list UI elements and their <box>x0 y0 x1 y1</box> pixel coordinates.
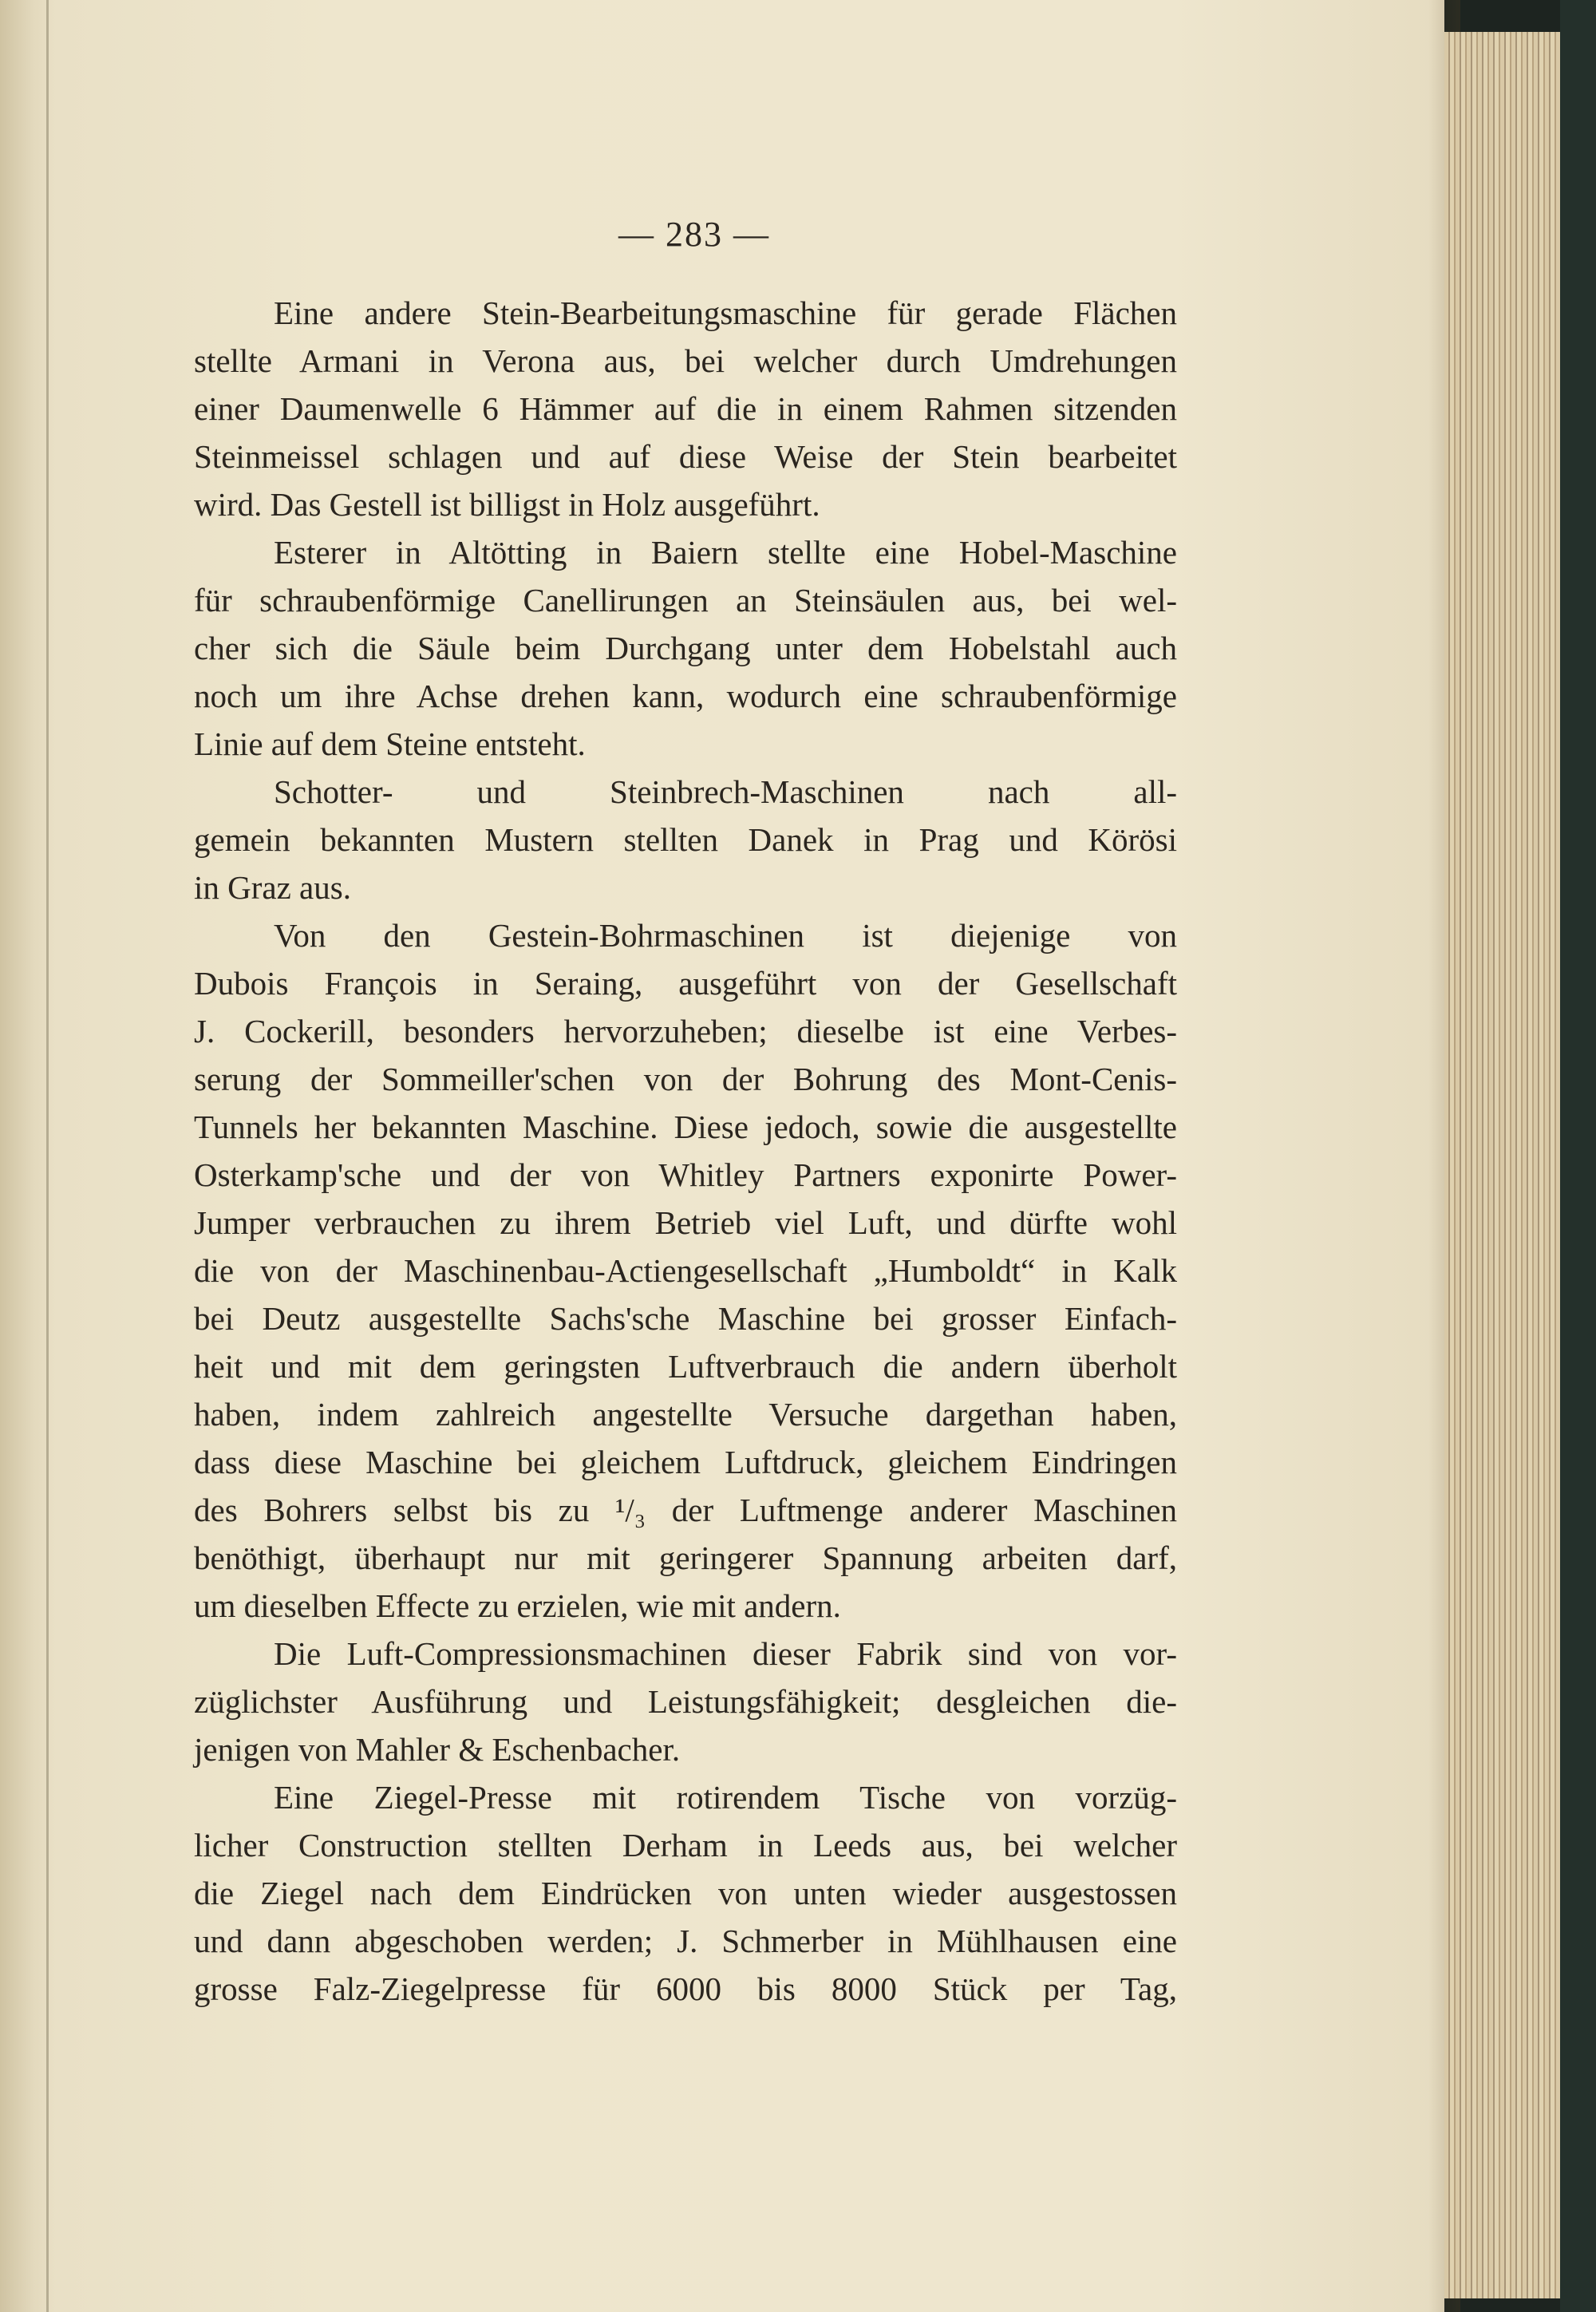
text-line: grosse Falz-Ziegelpresse für 6000 bis 8000 Stück per Tag, <box>194 1970 1177 2007</box>
text-line: jenigen von Mahler & Eschenbacher. <box>194 1731 681 1768</box>
text-line: einer Daumenwelle 6 Hämmer auf die in einem Rahmen sitzenden <box>194 390 1177 427</box>
text-line: die Ziegel nach dem Eindrücken von unten wieder ausgestossen <box>194 1875 1177 1911</box>
text-line: heit und mit dem geringsten Luftverbrauch die andern überholt <box>194 1348 1177 1385</box>
text-line: und dann abgeschoben werden; J. Schmerber in Mühlhausen eine <box>194 1923 1177 1959</box>
page-number: — 283 — <box>618 215 770 254</box>
text-line: in Graz aus. <box>194 869 351 906</box>
paragraph-compression <box>194 1630 1177 1773</box>
text-line: Dubois François in Seraing, ausgeführt von der Gesellschaft <box>194 965 1177 1002</box>
book-cover <box>1560 0 1596 2312</box>
text-line: cher sich die Säule beim Durchgang unter dem Hobelstahl auch <box>194 630 1177 666</box>
text-line: Die Luft-Compressionsmachinen dieser Fabrik sind von vor- <box>274 1635 1177 1672</box>
paragraph-esterer <box>194 528 1177 768</box>
text-line: benöthigt, überhaupt nur mit geringerer Spannung arbeiten darf, <box>194 1539 1177 1576</box>
text-line: wird. Das Gestell ist billigst in Holz ausgeführt. <box>194 486 820 523</box>
text-line: bei Deutz ausgestellte Sachs'sche Maschine bei grosser Einfach- <box>194 1300 1177 1337</box>
text-line: Steinmeissel schlagen und auf diese Weise der Stein bearbeitet <box>194 438 1177 475</box>
paragraph-ziegel <box>194 1773 1177 2013</box>
paragraph-stone-machine <box>194 289 1177 528</box>
text-line: stellte Armani in Verona aus, bei welcher durch Umdrehungen <box>194 342 1177 379</box>
text-line: Eine andere Stein-Bearbeitungsmaschine für gerade Flächen <box>274 294 1177 331</box>
text-line: dass diese Maschine bei gleichem Luftdruck, gleichem Eindringen <box>194 1444 1177 1480</box>
text-line: licher Construction stellten Derham in Leeds aus, bei welcher <box>194 1827 1177 1863</box>
binding-gutter <box>46 0 49 2312</box>
paragraph-schotter <box>194 768 1177 911</box>
text-line: um dieselben Effecte zu erzielen, wie mit andern. <box>194 1587 841 1624</box>
text-line: gemein bekannten Mustern stellten Danek in Prag und Körösi <box>194 821 1177 858</box>
text-line: J. Cockerill, besonders hervorzuheben; dieselbe ist eine Verbes- <box>194 1013 1177 1049</box>
text-line: serung der Sommeiller'schen von der Bohrung des Mont-Cenis- <box>194 1061 1177 1097</box>
text-line: haben, indem zahlreich angestellte Versuche dargethan haben, <box>194 1396 1177 1433</box>
page-stack-edge <box>1444 32 1564 2298</box>
text-line: noch um ihre Achse drehen kann, wodurch eine schraubenförmige <box>194 678 1177 714</box>
text-line: züglichster Ausführung und Leistungsfähigkeit; desgleichen die- <box>194 1683 1177 1720</box>
text-line: die von der Maschinenbau-Actiengesellschaft „Humboldt“ in Kalk <box>194 1252 1177 1289</box>
text-line: Schotter- und Steinbrech-Maschinen nach all- <box>274 773 1177 810</box>
text-line: Linie auf dem Steine entsteht. <box>194 725 586 762</box>
text-line: Jumper verbrauchen zu ihrem Betrieb viel Luft, und dürfte wohl <box>194 1204 1177 1241</box>
body-text <box>194 289 1177 2013</box>
text-line: des Bohrers selbst bis zu ¹/₃ der Luftmenge anderer Maschinen <box>194 1492 1177 1528</box>
text-line: Esterer in Altötting in Baiern stellte eine Hobel-Maschine <box>274 534 1177 571</box>
text-line: Tunnels her bekannten Maschine. Diese jedoch, sowie die ausgestellte <box>194 1109 1177 1145</box>
text-line: für schraubenförmige Canellirungen an Steinsäulen aus, bei wel- <box>194 582 1177 619</box>
text-line: Von den Gestein-Bohrmaschinen ist diejenige von <box>274 917 1177 954</box>
paragraph-bohrmaschinen <box>194 911 1177 1630</box>
text-line: Osterkamp'sche und der von Whitley Partners exponirte Power- <box>194 1156 1177 1193</box>
text-line: Eine Ziegel-Presse mit rotirendem Tische von vorzüg- <box>274 1779 1177 1816</box>
